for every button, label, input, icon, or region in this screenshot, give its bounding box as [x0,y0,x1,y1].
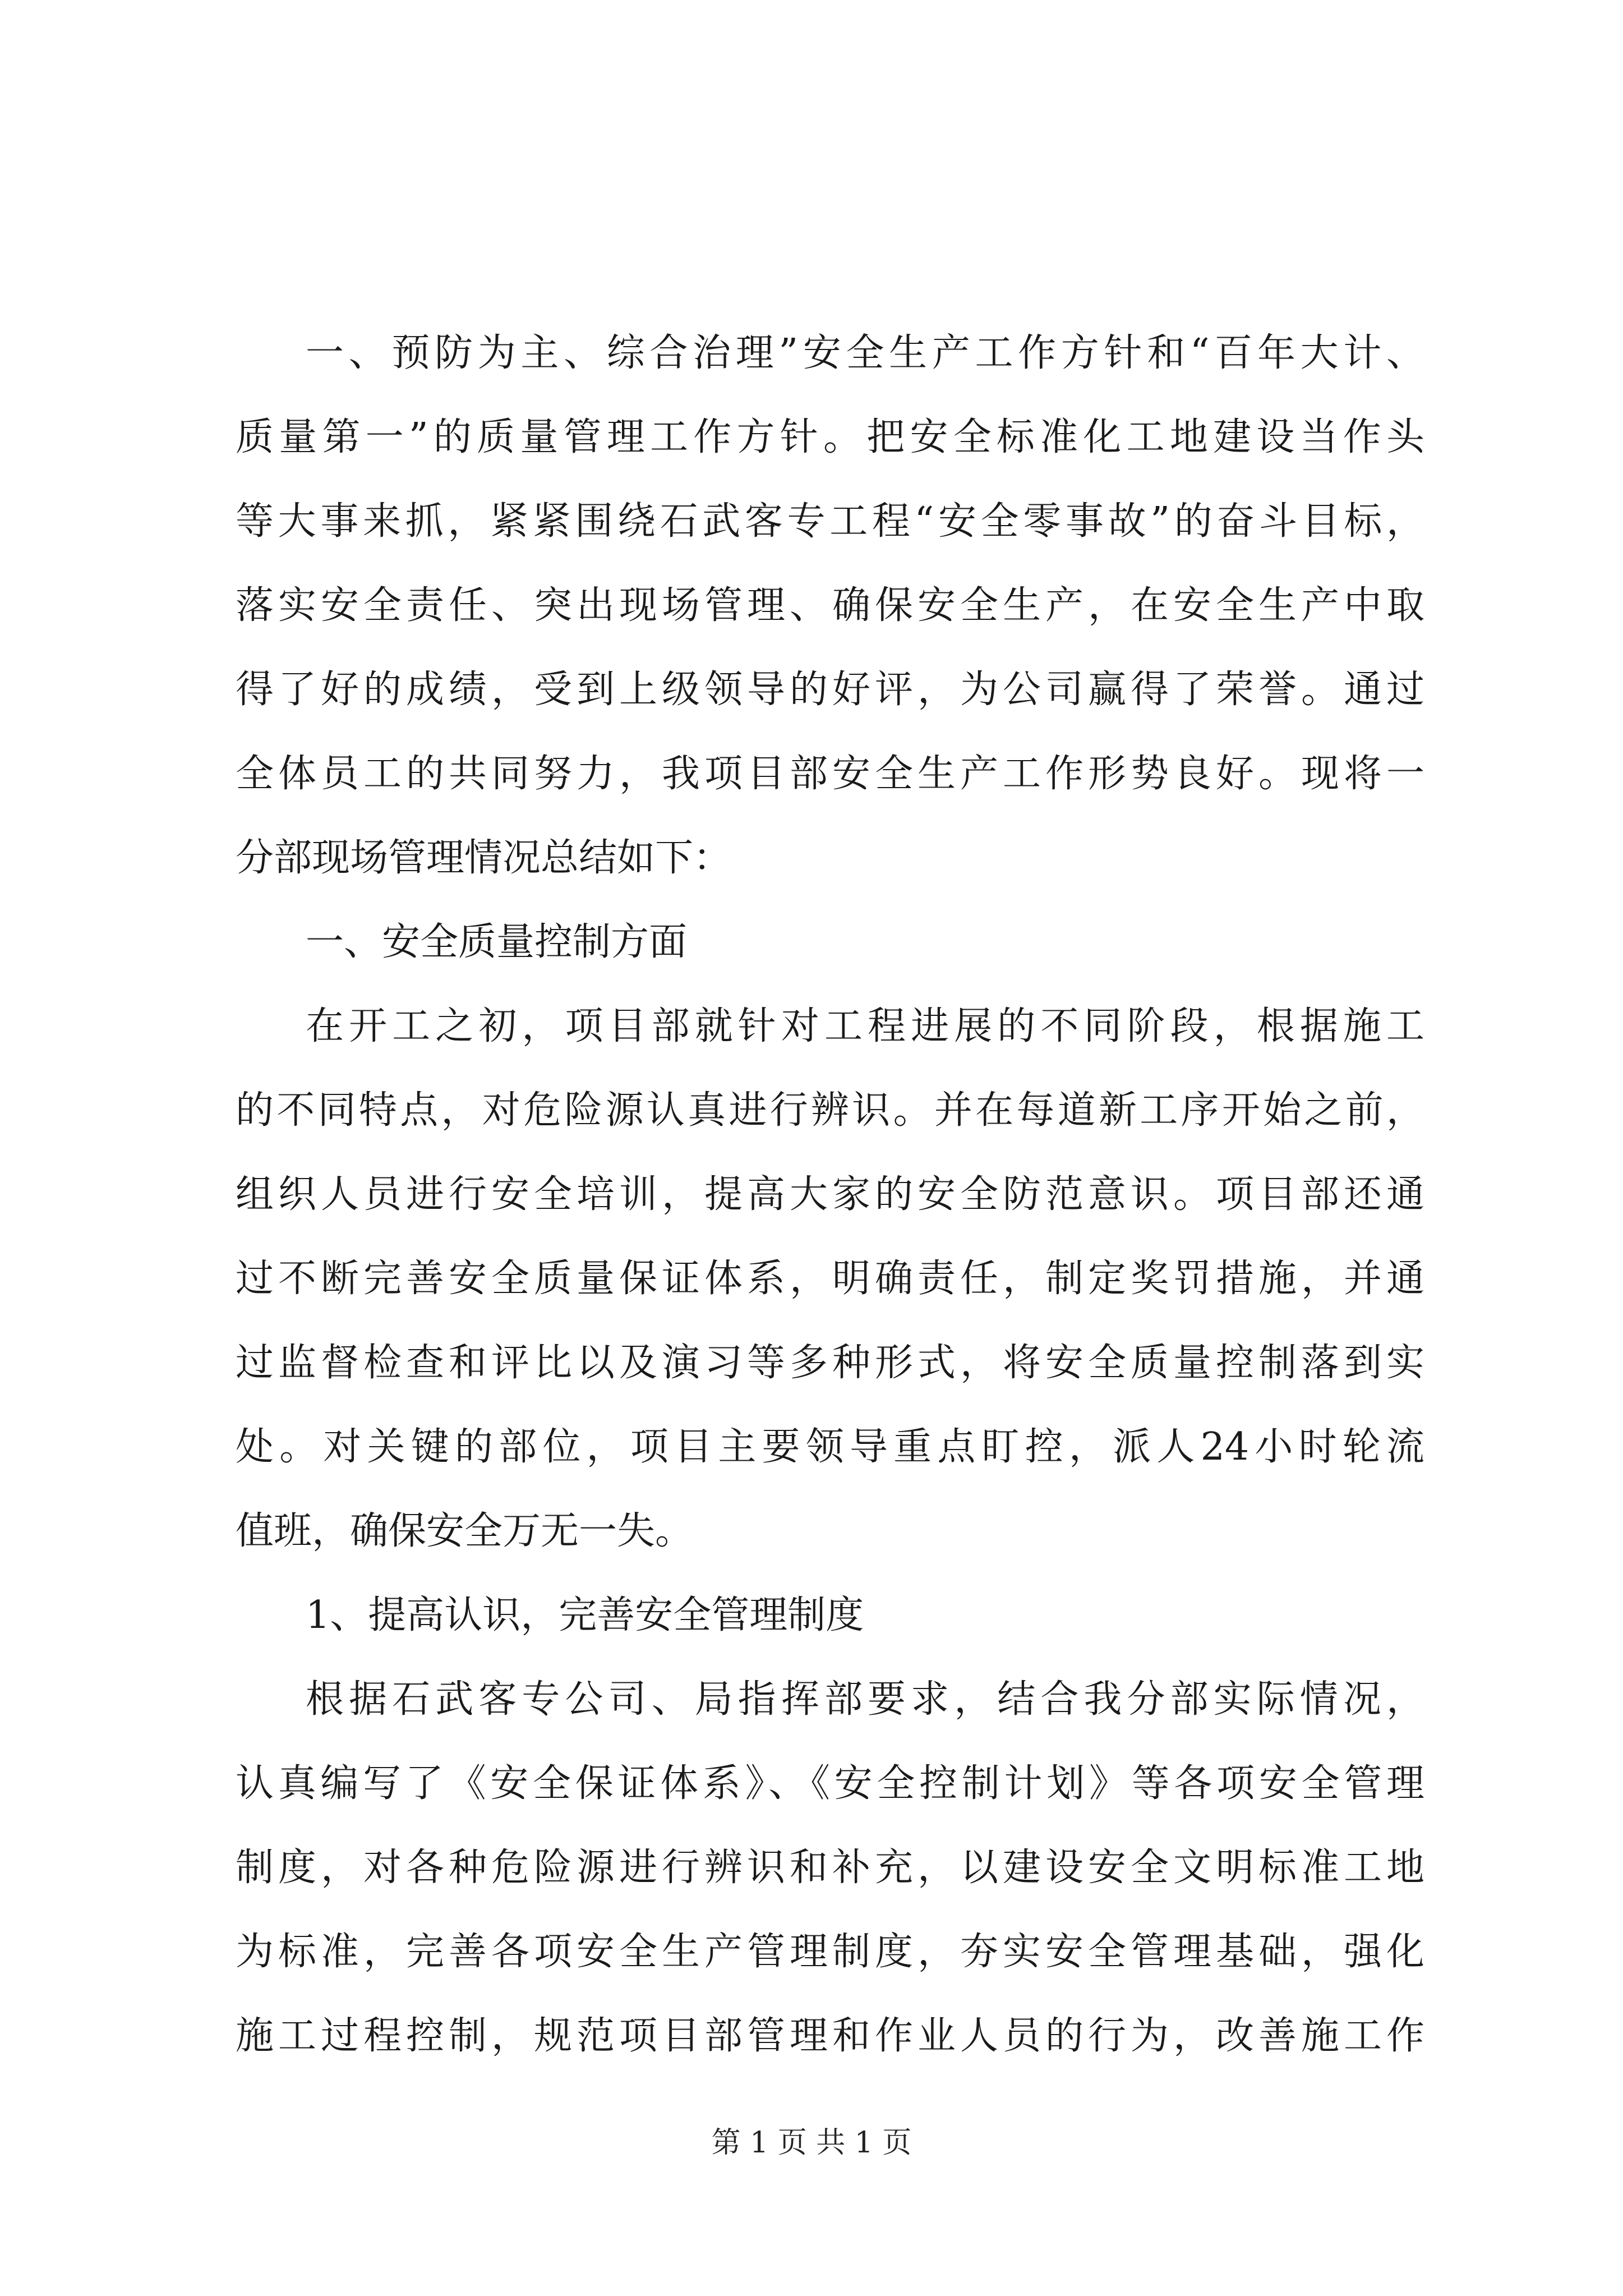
paragraph-line: 质量第一”的质量管理工作方针。把安全标准化工地建设当作头 [236,415,1424,459]
paragraph-line: 组织人员进行安全培训，提高大家的安全防范意识。项目部还通 [236,1172,1424,1217]
paragraph-line: 为标准，完善各项安全生产管理制度，夯实安全管理基础，强化 [236,1930,1424,1974]
paragraph-line: 过监督检查和评比以及演习等多种形式，将安全质量控制落到实 [236,1341,1424,1385]
paragraph-line: 落实安全责任、突出现场管理、确保安全生产，在安全生产中取 [236,583,1424,628]
page-footer-counter: 第 1 页 共 1 页 [711,2126,912,2160]
paragraph-line: 制度，对各种危险源进行辨识和补充，以建设安全文明标准工地 [236,1846,1424,1890]
paragraph-line: 全体员工的共同努力，我项目部安全生产工作形势良好。现将一 [236,752,1424,796]
paragraph-line: 的不同特点，对危险源认真进行辨识。并在每道新工序开始之前， [236,1088,1424,1133]
paragraph-line: 值班，确保安全万无一失。 [236,1509,694,1553]
paragraph-line: 处。对关键的部位，项目主要领导重点盯控，派人24小时轮流 [236,1425,1424,1469]
paragraph-line: 得了好的成绩，受到上级领导的好评，为公司赢得了荣誉。通过 [236,668,1424,712]
paragraph-line: 分部现场管理情况总结如下： [236,836,732,880]
paragraph-line: 施工过程控制，规范项目部管理和作业人员的行为，改善施工作 [236,2014,1424,2058]
paragraph-line: 根据石武客专公司、局指挥部要求，结合我分部实际情况， [306,1677,1424,1722]
section-heading: 一、安全质量控制方面 [306,920,688,964]
paragraph-line: 过不断完善安全质量保证体系，明确责任，制定奖罚措施，并通 [236,1257,1424,1301]
paragraph-line: 在开工之初，项目部就针对工程进展的不同阶段，根据施工 [306,1004,1424,1048]
paragraph-line: 等大事来抓，紧紧围绕石武客专工程“安全零事故”的奋斗目标， [236,499,1424,544]
paragraph-line: 一、预防为主、综合治理”安全生产工作方针和“百年大计、 [306,331,1424,375]
subsection-heading: 1、提高认识，完善安全管理制度 [306,1593,864,1637]
paragraph-line: 认真编写了《安全保证体系》、《安全控制计划》等各项安全管理 [236,1761,1424,1806]
